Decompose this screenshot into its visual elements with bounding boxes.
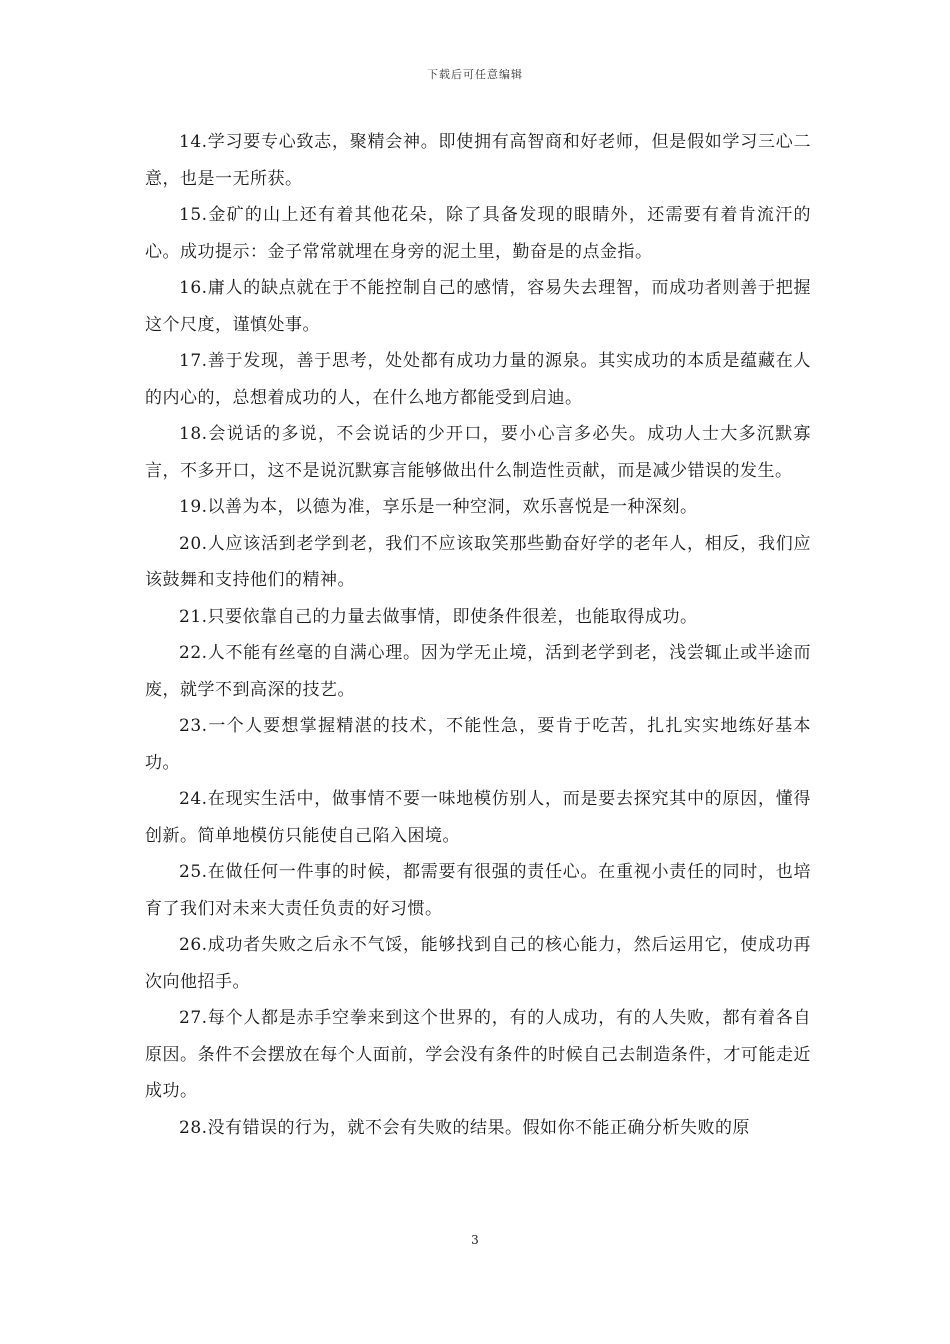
paragraph-19: 19.以善为本，以德为准，享乐是一种空洞，欢乐喜悦是一种深刻。 xyxy=(179,497,698,517)
document-body xyxy=(145,124,811,1146)
paragraph-14: 14.学习要专心致志，聚精会神。即使拥有高智商和好老师，但是假如学习三心二意，也是一无所获。 xyxy=(145,132,811,189)
paragraph-16: 16.庸人的缺点就在于不能控制自己的感情，容易失去理智，而成功者则善于把握这个尺度，谨慎处事。 xyxy=(145,278,811,335)
paragraph-17: 17.善于发现，善于思考，处处都有成功力量的源泉。其实成功的本质是蕴藏在人的内心的，总想着成功的人，在什么地方都能受到启迪。 xyxy=(145,351,811,408)
page-number: 3 xyxy=(471,1233,479,1247)
paragraph-18: 18.会说话的多说，不会说话的少开口，要小心言多必失。成功人士大多沉默寡言，不多开口，这不是说沉默寡言能够做出什么制造性贡献，而是减少错误的发生。 xyxy=(145,424,811,481)
paragraph-25: 25.在做任何一件事的时候，都需要有很强的责任心。在重视小责任的同时，也培育了我们对未来大责任负责的好习惯。 xyxy=(145,862,811,919)
paragraph-27: 27.每个人都是赤手空拳来到这个世界的，有的人成功，有的人失败，都有着各自原因。条件不会摆放在每个人面前，学会没有条件的时候自己去制造条件，才可能走近成功。 xyxy=(145,1008,811,1101)
page-header-note: 下载后可任意编辑 xyxy=(427,68,523,81)
paragraph-24: 24.在现实生活中，做事情不要一味地模仿别人，而是要去探究其中的原因，懂得创新。简单地模仿只能使自己陷入困境。 xyxy=(145,789,811,846)
paragraph-26: 26.成功者失败之后永不气馁，能够找到自己的核心能力，然后运用它，使成功再次向他招手。 xyxy=(145,935,811,992)
paragraph-21: 21.只要依靠自己的力量去做事情，即使条件很差，也能取得成功。 xyxy=(179,606,698,627)
paragraph-23: 23.一个人要想掌握精湛的技术，不能性急，要肯于吃苦，扎扎实实地练好基本功。 xyxy=(145,716,811,773)
paragraph-28: 28.没有错误的行为，就不会有失败的结果。假如你不能正确分析失败的原 xyxy=(179,1117,751,1138)
paragraph-15: 15.金矿的山上还有着其他花朵，除了具备发现的眼睛外，还需要有着肯流汗的心。成功提示：金子常常就埋在身旁的泥土里，勤奋是的点金指。 xyxy=(145,205,811,262)
paragraph-20: 20.人应该活到老学到老，我们不应该取笑那些勤奋好学的老年人，相反，我们应该鼓舞和支持他们的精神。 xyxy=(145,533,811,590)
paragraph-22: 22.人不能有丝毫的自满心理。因为学无止境，活到老学到老，浅尝辄止或半途而废，就学不到高深的技艺。 xyxy=(145,643,811,700)
